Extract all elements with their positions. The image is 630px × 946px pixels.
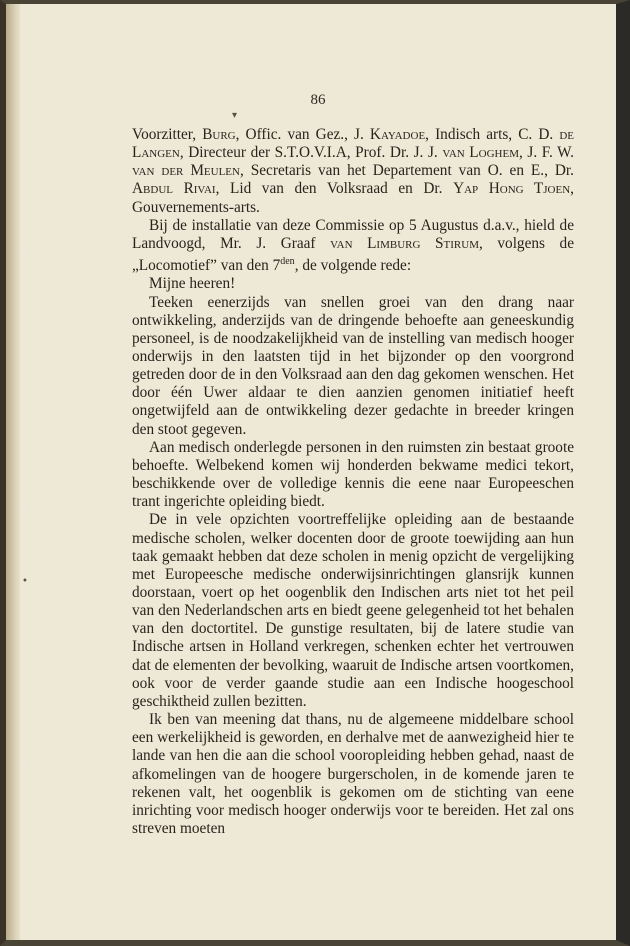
paragraph — [132, 711, 574, 838]
paragraph — [132, 511, 574, 711]
paragraph — [132, 275, 574, 293]
text-run: , Indisch arts, C. D. — [425, 126, 560, 143]
name-smallcaps: van Loghem — [442, 144, 519, 162]
superscript: den — [280, 256, 295, 268]
name-smallcaps: van der Meulen — [132, 162, 240, 180]
page-number: 86 — [310, 92, 326, 108]
text-run: , volgens de „Locomotief” van den 7 — [132, 234, 574, 275]
text-run: , de volgende rede: — [294, 257, 412, 275]
name-smallcaps: de Langen — [132, 126, 574, 162]
text-run: , Secretaris van het Departement van O. en E., Dr. — [239, 162, 574, 180]
book-page — [20, 4, 616, 940]
name-smallcaps: Kayadoe — [369, 126, 426, 143]
text-run: Teeken eenerzijds van snellen groei van den drang naar ontwikkeling, anderzijds van de dringende behoefte aan geneeskundig personeel, is de noodzakelijkheid van de instelling van medisch hooger onderwijs in den laatsten tijd in het bijzonder op den voorgrond getreden door de in den Volksraad aan den dag gekomen wenschen. Het door één Uwer aldaar te dien aanzien genomen initiatief heeft ongetwijfeld aan de ontwikkeling dezer gedachte in breeder kringen den stoot gegeven. — [132, 293, 574, 438]
paragraph — [132, 294, 574, 439]
text-run: , Directeur der S.T.O.V.I.A, Prof. Dr. J. J. — [179, 144, 443, 162]
ink-speck: ▾ — [232, 110, 238, 121]
text-run: Ik ben van meening dat thans, nu de algemeene middelbare school een werkelijkheid is geworden, en derhalve met de aanwezigheid hier te lande van hen die aan die school vooropleiding hebben gehad, naast de afkomelingen van de hoogere burgerscholen, in de komende jaren te rekenen valt, het oogenblik is gekomen om de stichting van eene inrichting voor medisch hooger onderwijs voor te bereiden. Het zal ons streven moeten — [132, 711, 574, 838]
paragraph — [132, 439, 574, 512]
body-text — [132, 126, 574, 838]
text-run: , Gouvernements-arts. — [132, 180, 574, 216]
paragraph — [132, 217, 574, 276]
name-smallcaps: Abdul Rivai — [132, 180, 216, 198]
text-run: Mijne heeren! — [149, 275, 236, 293]
text-run: De in vele opzichten voortreffelijke opleiding aan de bestaande medische scholen, welker docenten door de groote toewijding aan hun taak gemaakt hebben dat deze scholen in menig opzicht de vergelijking met Europeesche medische onderwijsinrichtingen glansrijk kunnen doorstaan, voert op het oogenblik den Indischen arts niet tot het peil van den Nederlandschen arts en biedt geene gelegenheid tot het behalen van den doctortitel. De gunstige resultaten, bij de latere studie van Indische artsen in Holland verkregen, schenken echter het vertrouwen dat de elementen der bevolking, waaruit de Indische artsen voortkomen, ook voor de verder gaande studie aan een Indische hoogeschool geschiktheid zullen bezitten. — [132, 511, 574, 710]
book-gutter — [6, 4, 20, 940]
paragraph — [132, 126, 574, 217]
name-smallcaps: Yap Hong Tjoen — [453, 180, 571, 198]
text-run: , J. F. W. — [518, 144, 574, 162]
name-smallcaps: Burg — [202, 126, 236, 143]
text-run: , Offic. van Gez., J. — [235, 126, 370, 143]
text-run: Bij de installatie van deze Commissie op 5 Augustus d.a.v., hield de Landvoogd, Mr. J. Graaf — [132, 216, 574, 252]
name-smallcaps: van Limburg Stirum — [330, 234, 479, 252]
text-run: , Lid van den Volksraad en Dr. — [215, 180, 454, 198]
text-run: Aan medisch onderlegde personen in den ruimsten zin bestaat groote behoefte. Welbekend komen wij honderden bekwame medici tekort, beschikkende over de volledige kennis die eene naar Europeeschen trant ingerichte opleiding biedt. — [132, 438, 574, 511]
ink-speck: • — [22, 576, 28, 587]
text-run: Voorzitter, — [132, 126, 203, 143]
